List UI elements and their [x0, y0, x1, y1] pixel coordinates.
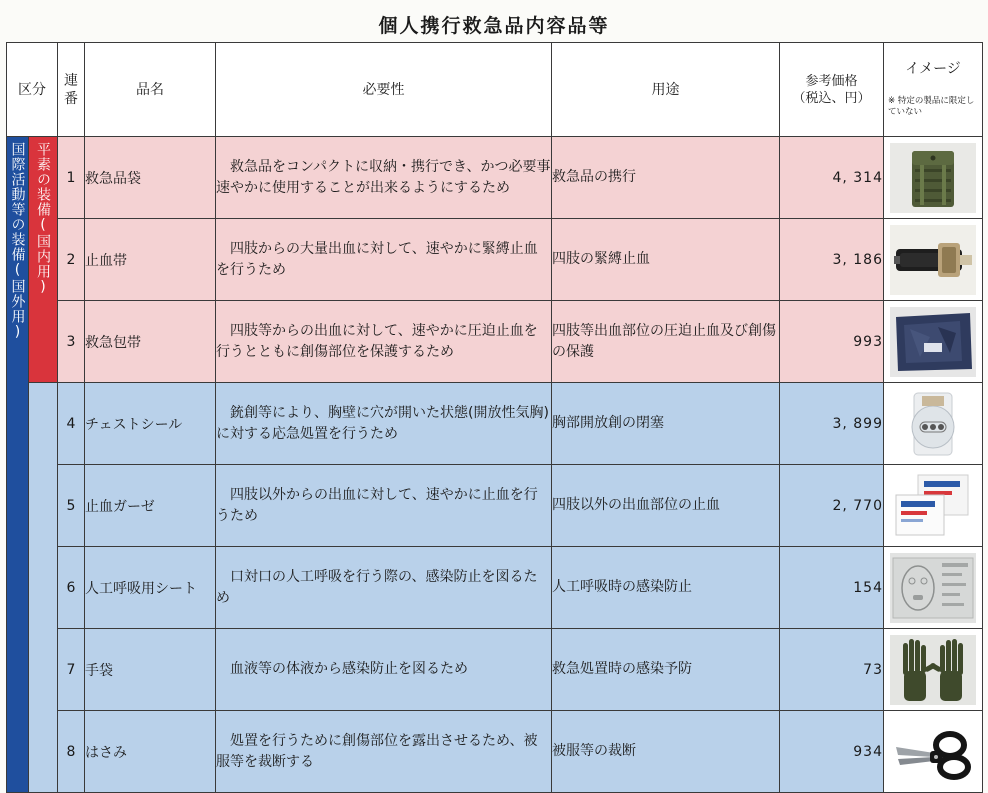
- row-price: 934: [780, 711, 884, 793]
- chest-seal-icon: [890, 389, 976, 459]
- category-domestic-label: 平素の装備(国内用): [35, 142, 51, 296]
- header-image-title: イメージ: [905, 61, 961, 77]
- bandage-pack-icon: [890, 307, 976, 377]
- row-necessity: 四肢からの大量出血に対して、速やかに緊縛止血を行うため: [216, 219, 552, 301]
- row-image-cell: [884, 383, 983, 465]
- row-necessity: 四肢等からの出血に対して、速やかに圧迫止血を行うとともに創傷部位を保護するため: [216, 301, 552, 383]
- table-row: [7, 383, 983, 465]
- row-number: 5: [58, 465, 85, 547]
- row-item-name: 救急品袋: [85, 137, 216, 219]
- row-item-name: 手袋: [85, 629, 216, 711]
- category-overseas: [7, 137, 29, 793]
- row-image-cell: [884, 219, 983, 301]
- row-image-cell: [884, 137, 983, 219]
- row-price: 993: [780, 301, 884, 383]
- table-header-row: [7, 43, 983, 137]
- row-price: 2, 770: [780, 465, 884, 547]
- row-use: 救急処置時の感染予防: [552, 629, 780, 711]
- row-number: 1: [58, 137, 85, 219]
- hemostatic-gauze-icon: [890, 471, 976, 541]
- table-row: [7, 711, 983, 793]
- page-title: 個人携行救急品内容品等: [378, 15, 610, 37]
- row-image-cell: [884, 301, 983, 383]
- row-price: 4, 314: [780, 137, 884, 219]
- row-price: 3, 186: [780, 219, 884, 301]
- row-image-cell: [884, 465, 983, 547]
- table-row: [7, 629, 983, 711]
- first-aid-pouch-icon: [890, 143, 976, 213]
- row-necessity: 四肢以外からの出血に対して、速やかに止血を行うため: [216, 465, 552, 547]
- row-image-cell: [884, 629, 983, 711]
- row-number: 6: [58, 547, 85, 629]
- row-necessity: 処置を行うために創傷部位を露出させるため、被服等を裁断する: [216, 711, 552, 793]
- face-shield-icon: [890, 553, 976, 623]
- row-item-name: はさみ: [85, 711, 216, 793]
- header-number: 連 番: [58, 43, 85, 137]
- row-necessity: 銃創等により、胸壁に穴が開いた状態(開放性気胸)に対する応急処置を行うため: [216, 383, 552, 465]
- row-price: 3, 899: [780, 383, 884, 465]
- row-use: 胸部開放創の閉塞: [552, 383, 780, 465]
- row-image-cell: [884, 547, 983, 629]
- row-necessity: 口対口の人工呼吸を行う際の、感染防止を図るため: [216, 547, 552, 629]
- tourniquet-icon: [890, 225, 976, 295]
- row-item-name: 止血帯: [85, 219, 216, 301]
- row-number: 2: [58, 219, 85, 301]
- table-row: [7, 137, 983, 219]
- table-row: [7, 219, 983, 301]
- header-price: 参考価格 （税込、円）: [780, 43, 884, 137]
- row-number: 4: [58, 383, 85, 465]
- row-image-cell: [884, 711, 983, 793]
- category-domestic: [29, 137, 58, 383]
- category-domestic-empty: [29, 383, 58, 793]
- row-number: 8: [58, 711, 85, 793]
- gloves-icon: [890, 635, 976, 705]
- row-use: 四肢等出血部位の圧迫止血及び創傷の保護: [552, 301, 780, 383]
- header-necessity: 必要性: [216, 43, 552, 137]
- row-use: 救急品の携行: [552, 137, 780, 219]
- row-number: 7: [58, 629, 85, 711]
- header-image: [884, 43, 983, 137]
- row-item-name: チェストシール: [85, 383, 216, 465]
- row-item-name: 止血ガーゼ: [85, 465, 216, 547]
- row-use: 人工呼吸時の感染防止: [552, 547, 780, 629]
- header-category: 区分: [7, 43, 58, 137]
- table-row: [7, 465, 983, 547]
- table-row: [7, 301, 983, 383]
- row-number: 3: [58, 301, 85, 383]
- row-use: 四肢以外の出血部位の止血: [552, 465, 780, 547]
- row-use: 四肢の緊縛止血: [552, 219, 780, 301]
- row-price: 154: [780, 547, 884, 629]
- header-name: 品名: [85, 43, 216, 137]
- row-necessity: 救急品をコンパクトに収納・携行でき、かつ必要事速やかに使用することが出来るようにするため: [216, 137, 552, 219]
- header-use: 用途: [552, 43, 780, 137]
- header-image-note: ※ 特定の製品に限定していない: [888, 96, 975, 117]
- row-necessity: 血液等の体液から感染防止を図るため: [216, 629, 552, 711]
- row-use: 被服等の裁断: [552, 711, 780, 793]
- category-overseas-label: 国際活動等の装備(国外用): [9, 142, 26, 341]
- row-price: 73: [780, 629, 884, 711]
- equipment-table: [6, 42, 983, 793]
- row-item-name: 救急包帯: [85, 301, 216, 383]
- trauma-shears-icon: [890, 717, 976, 787]
- table-row: [7, 547, 983, 629]
- row-item-name: 人工呼吸用シート: [85, 547, 216, 629]
